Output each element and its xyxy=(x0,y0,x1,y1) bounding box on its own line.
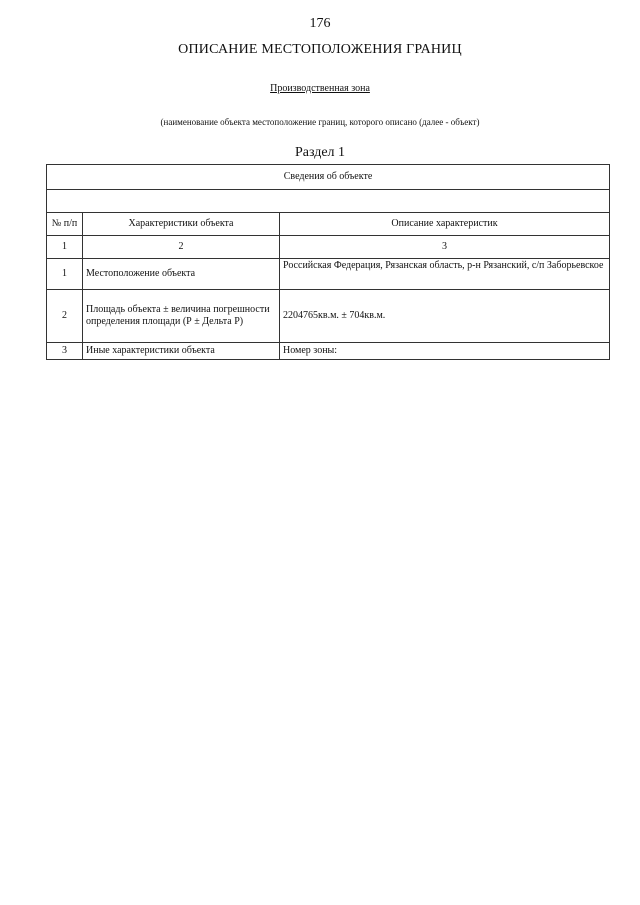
row-description: Номер зоны: xyxy=(280,343,610,360)
object-name xyxy=(0,83,640,94)
table-blank-cell xyxy=(47,190,610,213)
row-description: Российская Федерация, Рязанская область, р-н Рязанский, с/п Заборьевское xyxy=(280,259,610,290)
table-blank-row xyxy=(47,190,610,213)
document-title: ОПИСАНИЕ МЕСТОПОЛОЖЕНИЯ ГРАНИЦ xyxy=(178,42,462,57)
object-info-table xyxy=(46,164,610,360)
column-number: 2 xyxy=(83,236,280,259)
object-name-text: Производственная зона xyxy=(270,83,370,94)
page-number: 176 xyxy=(309,16,331,31)
row-characteristic: Местоположение объекта xyxy=(83,259,280,290)
row-characteristic: Площадь объекта ± величина погрешности определения площади (Р ± Дельта Р) xyxy=(83,290,280,343)
section-title: Раздел 1 xyxy=(294,145,346,160)
column-header-num: № п/п xyxy=(47,213,83,236)
row-number: 1 xyxy=(47,259,83,290)
column-number: 3 xyxy=(280,236,610,259)
row-number: 3 xyxy=(47,343,83,360)
table-column-numbers xyxy=(47,236,610,259)
column-number: 1 xyxy=(47,236,83,259)
row-number: 2 xyxy=(47,290,83,343)
row-characteristic: Иные характеристики объекта xyxy=(83,343,280,360)
column-header-characteristic: Характеристики объекта xyxy=(83,213,280,236)
table-row xyxy=(47,290,610,343)
object-name-caption: (наименование объекта местоположение границ, которого описано (далее - объект) xyxy=(160,117,480,127)
table-row xyxy=(47,343,610,360)
table-row xyxy=(47,259,610,290)
column-header-description: Описание характеристик xyxy=(280,213,610,236)
row-description: 2204765кв.м. ± 704кв.м. xyxy=(280,290,610,343)
table-header: Сведения об объекте xyxy=(47,165,610,190)
table-header-row xyxy=(47,165,610,190)
table-column-headers xyxy=(47,213,610,236)
